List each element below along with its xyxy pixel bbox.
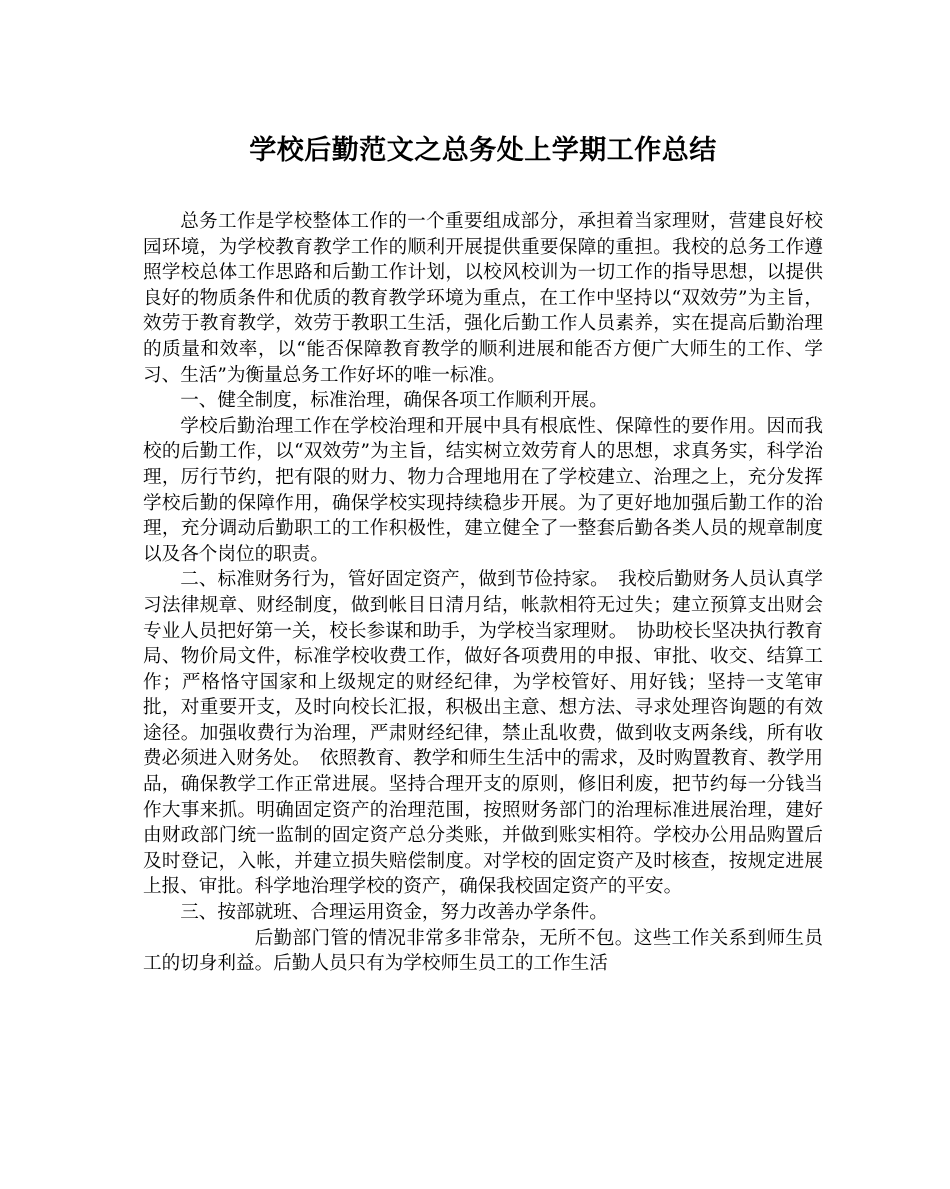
document-title: 学校后勤范文之总务处上学期工作总结: [249, 135, 717, 166]
paragraph-section-2: 二、标准财务行为，管好固定资产，做到节俭持家。 我校后勤财务人员认真学习法律规章、财经制度，做到帐目日清月结，帐款相符无过失；建立预算支出财会专业人员把好第一关，校长参谋和助手，为学校当家理财。 协助校长坚决执行教育局、物价局文件，标准学校收费工作，做好各项费用的申报、审批、收交、结算工作；严格恪守国家和上级规定的财经纪律，为学校管好、用好钱；坚持一支笔审批，对重要开支，及时向校长汇报，积极出主意、想方法、寻求处理咨询题的有效途径。加强收费行为治理，严肃财经纪律，禁止乱收费，做到收支两条线，所有收费必须进入财务处。 依照教育、教学和师生生活中的需求，及时购置教育、教学用品，确保教学工作正常进展。坚持合理开支的原则，修旧利废，把节约每一分钱当作大事来抓。明确固定资产的治理范围，按照财务部门的治理标准进展治理，建好由财政部门统一监制的固定资产总分类账，并做到账实相符。学校办公用品购置后及时登记，入帐，并建立损失赔偿制度。对学校的固定资产及时核查，按规定进展上报、审批。科学地治理学校的资产，确保我校固定资产的平安。: [143, 569, 823, 898]
paragraph-section-3: 后勤部门管的情况非常多非常杂，无所不包。这些工作关系到师生员工的切身利益。后勤人员只有为学校师生员工的工作生活: [143, 927, 823, 975]
document-body: [143, 209, 823, 977]
paragraph-intro: 总务工作是学校整体工作的一个重要组成部分，承担着当家理财，营建良好校园环境，为学校教育教学工作的顺利开展提供重要保障的重担。我校的总务工作遵照学校总体工作思路和后勤工作计划，以校风校训为一切工作的指导思想，以提供良好的物质条件和优质的教育教学环境为重点，在工作中坚持以“双效劳”为主旨，效劳于教育教学，效劳于教职工生活，强化后勤工作人员素养，实在提高后勤治理的质量和效率，以“能否保障教育教学的顺利进展和能否方便广大师生的工作、学习、生活”为衡量总务工作好坏的唯一标准。: [143, 211, 823, 386]
heading-section-3: 三、按部就班、合理运用资金，努力改善办学条件。: [180, 902, 608, 924]
heading-section-1: 一、健全制度，标准治理，确保各项工作顺利开展。: [180, 390, 608, 412]
paragraph-section-1: 学校后勤治理工作在学校治理和开展中具有根底性、保障性的要作用。因而我校的后勤工作，以“双效劳”为主旨，结实树立效劳育人的思想，求真务实，科学治理，厉行节约，把有限的财力、物力合理地用在了学校建立、治理之上，充分发挥学校后勤的保障作用，确保学校实现持续稳步开展。为了更好地加强后勤工作的治理，充分调动后勤职工的工作积极性，建立健全了一整套后勤各类人员的规章制度以及各个岗位的职责。: [143, 415, 823, 565]
